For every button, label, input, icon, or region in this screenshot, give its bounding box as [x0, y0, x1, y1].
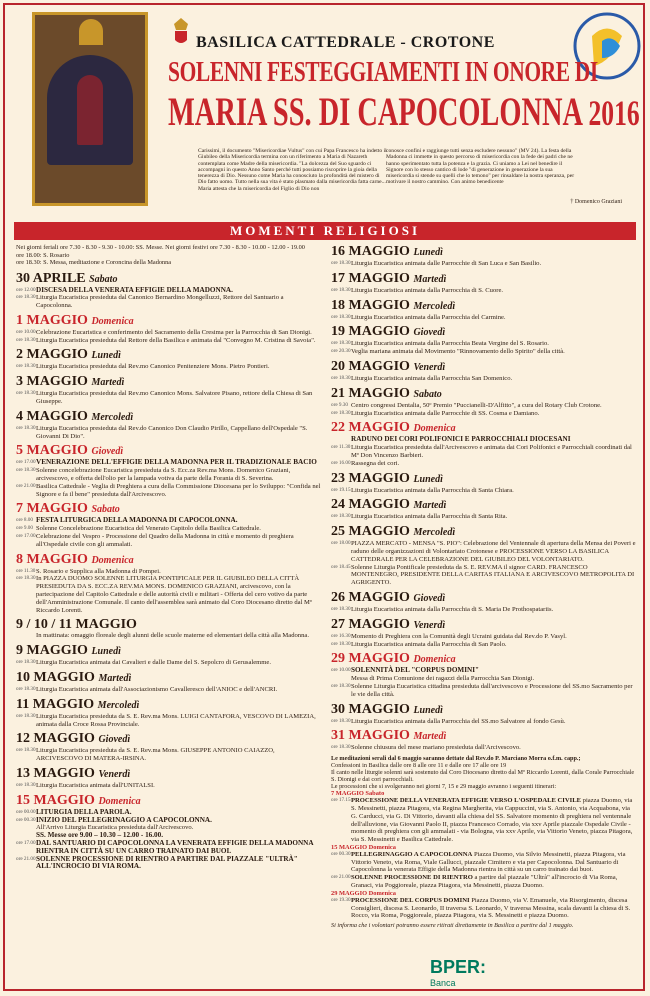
- day-entry: [16, 766, 321, 790]
- time: ore 18.30: [331, 340, 351, 347]
- section-band: MOMENTI RELIGIOSI: [14, 222, 636, 240]
- time: ore 17.00: [16, 533, 36, 540]
- description: Liturgia Eucaristica presieduta dal Canonico Bernardino Mongelluzzi, Rettore del Santuario a Capocolonna.: [36, 294, 284, 310]
- time: ore 17.00: [16, 459, 36, 466]
- bishop-letter: [158, 148, 642, 208]
- procession-title: PROCESSIONE DELLA VENERATA EFFIGIE VERSO L'OSPEDALE CIVILE: [351, 797, 581, 805]
- letter-column-1: Carissimi, il documento "Misericordiae Vultus" con cui Papa Francesco ha indetto il Giubileo della Misericordia termina con un riferimento a Maria di Nazareth contemplata come Madre della misericordia. "La dolcezza del Suo sguardo ci accompagni in questo Anno Santo perché tutti possiamo riscoprire la gioia della tenerezza di Dio. Nessuno come Maria ha conosciuto la profondità del mistero di Dio fatto uomo. Tutto nella sua vita è stato plasmato dalla misericordia fatta carne... Maria attesta che la misericordia del Figlio di Dio non: [198, 148, 387, 192]
- schedule-line: [16, 782, 321, 790]
- day-entry: [331, 298, 636, 322]
- schedule-line: [16, 840, 321, 856]
- description: Liturgia Eucaristica presieduta dal Rettore della Basilica e animata dal "Convegno M. Cristina di Savoia".: [36, 336, 316, 344]
- procession-title: PELLEGRINAGGIO A CAPOCOLONNA: [351, 850, 473, 858]
- schedule-line: [16, 517, 321, 525]
- day-heading: 20 MAGGIO Venerdì: [331, 358, 446, 374]
- time: ore 16.30: [331, 632, 351, 639]
- schedule-line: [331, 641, 636, 649]
- basilica-name: BASILICA CATTEDRALE - CROTONE: [196, 34, 495, 51]
- weekday: Sabato: [413, 388, 442, 400]
- day-entry: [331, 702, 636, 726]
- schedule-line: [16, 467, 321, 483]
- description: Solenne Concelebrazione Eucaristica del Venerato Capitolo della Basilica Cattedrale.: [36, 525, 261, 533]
- day-heading: 23 MAGGIO Lunedì: [331, 470, 443, 486]
- schedule-line: [331, 436, 636, 444]
- procession-item: [331, 890, 636, 920]
- day-entry: [331, 524, 636, 587]
- time: ore 18.00: [331, 540, 351, 547]
- description: DAL SANTUARIO DI CAPOCOLONNA LA VENERATA EFFIGIE DELLA MADONNA RIENTRA IN CITTÀ SU UN CARRO TRAINATO DAI BUOI.: [36, 838, 314, 855]
- day-heading: 30 APRILE Sabato: [16, 270, 118, 286]
- time: ore 18.30: [16, 686, 36, 693]
- schedule-line: [16, 483, 321, 499]
- time: ore 18.30: [331, 513, 351, 520]
- description: Liturgia Eucaristica animata dalla Parrocchia di San Paolo.: [351, 640, 507, 648]
- day-entry: [16, 670, 321, 694]
- procession-item: [331, 874, 636, 890]
- day-entry: [331, 386, 636, 418]
- time: ore 18.30: [331, 640, 351, 647]
- letter-column-2: conosce confini e raggiunge tutti senza escludere nessuno" (MV 24). La festa della Madonna ci immette in questo percorso di misericordia con la fede dei padri che ne hanno sperimentato tutta la potenza e la grazia. Ci uniamo a Lei nel benedire il Signore con lo stesso cantico di lode "di generazione in generazione la sua misericordia si stende su quelli che lo temono" per rinsaldare la nostra speranza, per motivare il nostro cammino. Con animo benedicente: [386, 148, 575, 186]
- schedule-line: [331, 718, 636, 726]
- time: ore 18.30: [16, 424, 36, 431]
- time: ore 18.30: [16, 294, 36, 301]
- description: Liturgia Eucaristica animata dalla Parrocchia Beata Vergine del S. Rosario.: [351, 340, 549, 348]
- time: ore 19.15: [331, 486, 351, 493]
- day-entry: [16, 552, 321, 615]
- papal-coat-icon: [168, 16, 194, 48]
- day-entry: [331, 728, 636, 752]
- procession-route: a partire dal piazzale "Ultrà" all'incrocio di Via Roma, Granaci, via Poggioreale, piazza Pitagora, via Messinetti, piazza Duomo.: [351, 874, 618, 890]
- weekday: Domenica: [413, 654, 456, 666]
- day-heading: 5 MAGGIO Giovedì: [16, 443, 124, 459]
- description: SOLENNE PROCESSIONE DI RIENTRO A PARTIRE DAL PIAZZALE "ULTRÀ" ALL'INCROCIO DI VIA ROMA.: [36, 854, 298, 871]
- description: All'Arrivo Liturgia Eucaristica presieduta dall'Arcivescovo.: [36, 824, 194, 832]
- final-note: Si informa che i volontari potranno essere ritirati direttamente in Basilica a partire dal 1 maggio.: [331, 922, 574, 930]
- time: [16, 632, 36, 640]
- day-entry: [16, 617, 321, 640]
- description: Liturgia Eucaristica animata dall'Associazionismo Cavalleresco dell'ANIOC e dell'ANCRI.: [36, 686, 278, 694]
- description: Liturgia Eucaristica animata dalle Parrocchie di San Luca e San Basilio.: [351, 260, 542, 267]
- time: ore 00.30: [331, 850, 351, 857]
- day-heading: 12 MAGGIO Giovedì: [16, 731, 131, 747]
- day-heading: 4 MAGGIO Mercoledì: [16, 408, 134, 424]
- description: Liturgia Eucaristica presieduta dall'Arcivescovo e animata dai Cori Polifonici e Parrocchiali coordinati dal Mº Don Vincenzo Barbieri.: [351, 444, 632, 459]
- weekday: Lunedì: [413, 704, 443, 716]
- schedule-line: [16, 287, 321, 295]
- description: Rassegna dei cori.: [351, 459, 400, 467]
- header: [0, 0, 650, 210]
- day-entry: [331, 590, 636, 614]
- time: ore 17.00: [16, 839, 36, 846]
- time: ore 21.00: [331, 874, 351, 881]
- description: DISCESA DELLA VENERATA EFFIGIE DELLA MADONNA.: [36, 285, 233, 294]
- time: ore 8.00: [16, 517, 33, 524]
- description: Liturgia Eucaristica animata dalla Parrocchia di Santa Rita.: [351, 513, 508, 521]
- procession-route: Piazza Duomo, via Silvio Messinetti, piazza Pitagora, via Vittorio Veneto, via Roma, Viale Gallucci, piazzale Cimitero e via per Capocolonna. Dal Santuario di Capocolonna la venerata Effigie della Madonna rientra in città su un carro trainato dai buoi.: [351, 850, 626, 874]
- crown-icon: [79, 19, 103, 45]
- day-heading: 26 MAGGIO Giovedì: [331, 589, 446, 605]
- schedule-right-column: [331, 244, 636, 929]
- time: [331, 675, 351, 683]
- weekday: Martedì: [413, 731, 447, 743]
- procession-date: 29 MAGGIO Domenica: [331, 889, 396, 897]
- schedule-line: [331, 667, 636, 675]
- schedule-line: [16, 817, 321, 825]
- weekday: Martedì: [91, 377, 125, 389]
- time: ore 18.30: [16, 363, 36, 370]
- schedule-line: [331, 606, 636, 614]
- schedule-line: [331, 375, 636, 383]
- day-heading: 31 MAGGIO Martedì: [331, 728, 447, 744]
- time: ore 11.30: [331, 444, 351, 451]
- day-heading: 11 MAGGIO Mercoledì: [16, 696, 140, 712]
- time: ore 18.30: [331, 313, 351, 320]
- day-heading: 30 MAGGIO Lunedì: [331, 701, 443, 717]
- description: Messa di Prima Comunione dei ragazzi della Parrocchia San Dionigi.: [351, 675, 535, 683]
- weekday: Domenica: [413, 423, 456, 435]
- weekday: Mercoledì: [91, 411, 134, 423]
- description: In PIAZZA DUOMO SOLENNE LITURGIA PONTIFICALE PER IL GIUBILEO DELLA CITTÀ PRESIEDUTA DA S. ECC.ZA REV.MA MONS. DOMENICO GRAZIANI, arcivescovo, con la partecipazione del Capitolo Cattedrale e delle autorità civili e militari - Offerta del cero votivo da parte dell'Amministrazione Comunale. Il canto dell'assemblea sarà animato dal Coro Diocesano diretto dal Mº Riccardo Lorenti.: [36, 575, 312, 614]
- schedule-line: [331, 633, 636, 641]
- description: Liturgia Eucaristica animata dalla Parrocchia di S. Cuore.: [351, 286, 504, 294]
- weekday: Domenica: [98, 795, 141, 807]
- time: ore 18.30: [331, 682, 351, 689]
- day-entry: [331, 420, 636, 467]
- description: RADUNO DEI CORI POLIFONICI E PARROCCHIALI DIOCESANI: [351, 435, 571, 444]
- time: ore 18.30: [16, 659, 36, 666]
- weekday: Martedì: [413, 500, 447, 512]
- day-heading: 7 MAGGIO Sabato: [16, 501, 120, 517]
- time: ore 18.30: [16, 747, 36, 754]
- time: ore 00.00: [16, 808, 36, 815]
- time: [331, 436, 351, 444]
- day-heading: 9 MAGGIO Lunedì: [16, 643, 121, 659]
- time: ore 18.30: [331, 744, 351, 751]
- day-entry: [16, 643, 321, 667]
- weekday: Venerdì: [413, 361, 446, 373]
- time: ore 18.30: [16, 712, 36, 719]
- time: ore 18.30: [16, 467, 36, 474]
- day-heading: 27 MAGGIO Venerdì: [331, 616, 446, 632]
- time: ore 18.30: [16, 390, 36, 397]
- footnotes: Le meditazioni serali dal 6 maggio saranno dettate dal Rev.do P. Marciano Morra o.f.m. capp.; Confessioni in Basilica dalle ore 8 alle ore 11 e dalle ore 17 alle ore 19 Il canto nelle liturgie solenni sarà sostenuto dal Coro Diocesano diretto dal Mº Riccardo Lorenti, dalla Corale Parrocchiale S. Dionigi e dai cori parrocchiali. Le processioni che si svolgeranno nei giorni 7, 15 e 29 maggio avranno i seguenti itinerari:: [331, 755, 635, 791]
- procession-item: [331, 844, 636, 874]
- schedule-line: [331, 402, 636, 410]
- day-heading: 3 MAGGIO Martedì: [16, 374, 125, 390]
- description: Liturgia Eucaristica animata dalla Parrocchia del Carmine.: [351, 313, 506, 321]
- time: ore 18.30: [16, 336, 36, 343]
- schedule-line: [331, 513, 636, 521]
- day-entry: [331, 651, 636, 698]
- time: ore 18.30: [331, 605, 351, 612]
- day-heading: 13 MAGGIO Venerdì: [16, 766, 131, 781]
- schedule-line: [331, 460, 636, 468]
- day-heading: 15 MAGGIO Domenica: [16, 792, 141, 808]
- description: Solenne chiusura del mese mariano presieduta dall'Arcivescovo.: [351, 744, 521, 752]
- weekday: Giovedì: [91, 446, 124, 458]
- description: Liturgia Eucaristica animata dall'UNITALSI.: [36, 782, 155, 789]
- time: ore 10.00: [16, 328, 36, 335]
- schedule-line: [331, 444, 636, 460]
- description: Liturgia Eucaristica presieduta dal Rev.do Canonico Don Claudio Pirillo, Cappellano dell'Ospedale "S. Giovanni Di Dio".: [36, 424, 308, 440]
- bper-logo: [430, 957, 486, 988]
- description: S. Rosario e Supplica alla Madonna di Pompei.: [36, 567, 161, 575]
- schedule-line: [331, 683, 636, 699]
- time: ore 18.30: [16, 782, 36, 788]
- day-entry: [16, 443, 321, 498]
- weekday: Domenica: [91, 554, 134, 566]
- madonna-image: [32, 12, 148, 206]
- weekday: Lunedì: [91, 646, 121, 658]
- time: ore 16.00: [331, 459, 351, 466]
- schedule-line: [16, 856, 321, 872]
- title-line-1: SOLENNI FESTEGGIAMENTI IN ONORE DI: [168, 56, 598, 88]
- schedule-line: [331, 744, 636, 752]
- description: Basilica Cattedrale - Veglia di Preghiera a cura della Commissione Diocesana per lo Sviluppo: "Confida nel Signore e fa il bene" presieduta dall'Arcivescovo.: [36, 482, 321, 498]
- weekday: Martedì: [413, 273, 447, 285]
- description: Liturgia Eucaristica animata dai Cavalieri e dalle Dame del S. Sepolcro di Gerusalemme.: [36, 659, 271, 667]
- day-entry: [331, 471, 636, 495]
- day-entry: [331, 324, 636, 356]
- day-entry: [16, 501, 321, 548]
- weekday: Venerdì: [413, 619, 446, 631]
- weekday: Mercoledì: [413, 300, 456, 312]
- description: SOLENNITÀ DEL "CORPUS DOMINI": [351, 666, 479, 675]
- schedule-line: [16, 632, 321, 640]
- day-heading: 1 MAGGIO Domenica: [16, 312, 134, 328]
- schedule-line: [331, 287, 636, 295]
- day-entry: [331, 359, 636, 383]
- time: ore 18.30: [331, 286, 351, 293]
- schedule-line: [16, 459, 321, 467]
- description: Centro congressi Dentalia, 50º Premio "Puccianelli-D'Alfitto", a cura del Rotary Club Crotone.: [351, 401, 602, 409]
- time: ore 17.15: [331, 797, 351, 804]
- time: ore 19.30: [331, 896, 351, 903]
- left-day-list: [16, 271, 321, 872]
- description: Liturgia Eucaristica presieduta dal Rev.mo Canonico Penitenziere Mons. Pietro Pontieri.: [36, 363, 270, 371]
- day-heading: 9 / 10 / 11 MAGGIO: [16, 617, 137, 633]
- weekday: Lunedì: [413, 473, 443, 485]
- weekday: Lunedì: [413, 247, 443, 258]
- description: Celebrazione del Vespro - Processione del Quadro della Madonna in città e momento di preghiera all'Ospedale civile con gli ammalati.: [36, 533, 294, 548]
- schedule-line: [331, 314, 636, 322]
- schedule-line: [331, 340, 636, 348]
- time: ore 21.00: [16, 855, 36, 862]
- schedule-line: [331, 348, 636, 356]
- description: Liturgia Eucaristica animata dalle Parrocchie di SS. Cosma e Damiano.: [351, 409, 540, 417]
- description: Momento di Preghiera con la Comunità degli Ucraini guidata dal Rev.do P. Vasyl.: [351, 632, 567, 640]
- time: ore 18.30: [331, 374, 351, 381]
- schedule-line: [331, 260, 636, 268]
- weekday: Lunedì: [91, 350, 121, 362]
- day-heading: 19 MAGGIO Giovedì: [331, 324, 446, 340]
- procession-route: Piazza Duomo, via V. Emanuele, via Risorgimento, discesa Consiglieri, discesa S. Leonardo, II traversa S. Leonardo, V traversa Messina, scala davanti la chiesa di S. Rocco, via Roma, Poggioreale, piazza Pitagora, via S. Messinetti e piazza Duomo.: [351, 896, 631, 920]
- schedule-line: [16, 329, 321, 337]
- description: Celebrazione Eucaristica e conferimento del Sacramento della Cresima per la Parrocchia di San Dionigi.: [36, 328, 312, 336]
- title-year: 2016: [588, 93, 640, 133]
- day-entry: [331, 617, 636, 649]
- day-entry: [16, 347, 321, 371]
- day-heading: 25 MAGGIO Mercoledì: [331, 524, 456, 540]
- procession-date: 15 MAGGIO Domenica: [331, 843, 396, 851]
- procession-list: [331, 790, 636, 920]
- description: Veglia mariana animata dal Movimento "Rinnovamento dello Spirito" della città.: [351, 348, 565, 356]
- time: ore 9.30: [331, 401, 348, 408]
- description: INIZIO DEL PELLEGRINAGGIO A CAPOCOLONNA.: [36, 815, 212, 824]
- time: ore 20.30: [331, 348, 351, 355]
- day-entry: [331, 244, 636, 268]
- procession-route: piazza Duomo, via S. Messinetti, piazza Pitagora, via Regina Margherita, via Cappuccini, via S. Antonio, via Acquabona, via G. Carducci, via G. Di Vittorio, davanti alla chiesa del SS. Salvatore momento di preghiera nel ventennale dell'alluvione, via Giovanni Paolo II, piazza Francesco Corrado, via xxv Aprile piazzale Ospedale Civile - momento di preghiera con gli ammalati - via Bologna, via xxv Aprile, via Vittorio Veneto, piazza Pitagora, via S. Messinetti e Basilica Cattedrale.: [351, 797, 633, 844]
- weekday: Mercoledì: [413, 527, 456, 539]
- schedule-line: [331, 675, 636, 683]
- schedule-line: [16, 533, 321, 549]
- schedule-line: [331, 410, 636, 418]
- schedule-line: [331, 487, 636, 495]
- schedule-line: [16, 747, 321, 763]
- schedule-line: [331, 564, 636, 587]
- day-entry: [16, 793, 321, 871]
- day-entry: [16, 313, 321, 345]
- day-entry: [331, 271, 636, 295]
- schedule-line: [16, 337, 321, 345]
- time: ore 18.30: [331, 260, 351, 266]
- schedule-line: [16, 294, 321, 310]
- weekday: Venerdì: [98, 769, 131, 780]
- day-heading: 29 MAGGIO Domenica: [331, 651, 456, 667]
- weekday: Giovedì: [413, 327, 446, 339]
- time: ore 18.45: [331, 563, 351, 570]
- day-entry: [331, 497, 636, 521]
- day-entry: [16, 697, 321, 729]
- description: Liturgia Eucaristica presieduta da S. E. Rev.ma Mons. GIUSEPPE ANTONIO CAIAZZO, ARCIVESCOVO DI MATERA-IRSINA.: [36, 747, 275, 763]
- day-heading: 2 MAGGIO Lunedì: [16, 347, 121, 363]
- day-entry: [16, 374, 321, 406]
- schedule-line: [16, 425, 321, 441]
- time: ore 11.30: [16, 567, 36, 574]
- time: ore 18.30: [331, 409, 351, 416]
- weekday: Sabato: [89, 273, 118, 285]
- day-heading: 21 MAGGIO Sabato: [331, 385, 442, 401]
- time: ore 18.30: [331, 717, 351, 724]
- schedule-line: [16, 525, 321, 533]
- time: ore 21.00: [16, 482, 36, 489]
- time: ore 12.00: [16, 286, 36, 293]
- time: ore 00.30: [16, 816, 36, 823]
- schedule-line: [16, 686, 321, 694]
- sponsor-name: BPER:: [430, 957, 487, 977]
- schedule-line: [16, 659, 321, 667]
- letter-signature: † Domenico Graziani: [570, 199, 622, 205]
- weekday: Martedì: [98, 673, 132, 685]
- title-line-2: MARIA SS. DI CAPOCOLONNA 2016: [168, 89, 640, 134]
- description: Solenne concelebrazione Eucaristica presieduta da S. Ecc.za Rev.ma Mons. Domenico Graziani, arcivescovo, e offerta dell'olio per la lampada votiva da parte della Forania di S. Severina.: [36, 467, 291, 483]
- schedule-line: [331, 540, 636, 563]
- schedule-line: [16, 713, 321, 729]
- schedule-left-column: [16, 244, 321, 874]
- description: In mattinata: omaggio floreale degli alunni delle scuole materne ed elementari della città alla Madonna.: [36, 632, 309, 640]
- description: VENERAZIONE DELL'EFFIGIE DELLA MADONNA PER IL TRADIZIONALE BACIO: [36, 458, 317, 467]
- day-heading: 10 MAGGIO Martedì: [16, 670, 132, 686]
- time: ore 10.00: [331, 667, 351, 674]
- general-notes: Nei giorni feriali ore 7.30 - 8.30 - 9.30 - 10.00: SS. Messe. Nei giorni festivi ore 7.30 - 8.30 - 10.00 - 12.00 - 19.00 ore 18.00: S. Rosario ore 18.30: S. Messa, meditazione e Coroncina della Madonna: [16, 244, 305, 266]
- weekday: Mercoledì: [97, 699, 140, 711]
- procession-title: SOLENNE PROCESSIONE DI RIENTRO: [351, 874, 473, 882]
- description: SS. Messe ore 9.00 – 10.30 – 12.00 - 16.00.: [36, 831, 164, 840]
- sponsor-sub: Banca: [430, 978, 456, 988]
- day-heading: 18 MAGGIO Mercoledì: [331, 297, 456, 313]
- description: Liturgia Eucaristica animata dalla Parrocchia del SS.mo Salvatore al fondo Gesù.: [351, 717, 566, 725]
- day-heading: 24 MAGGIO Martedì: [331, 497, 447, 513]
- description: Liturgia Eucaristica presieduta da S. E. Rev.ma Mons. LUIGI CANTAFORA, VESCOVO DI LAMEZIA, animata dalla Croce Rossa Provinciale.: [36, 712, 316, 728]
- weekday: Giovedì: [413, 592, 446, 604]
- schedule-line: [16, 575, 321, 614]
- day-heading: 17 MAGGIO Martedì: [331, 270, 447, 286]
- procession-date: 7 MAGGIO Sabato: [331, 790, 385, 798]
- description: PIAZZA MERCATO - MENSA "S. PIO": Celebrazione del Ventennale di apertura della Mensa dei Poveri e raduno delle organizzazioni di Volontariato Crotonese e PROCESSIONE VERSO LA BASILICA CATTEDRALE PER LA CELEBRAZIONE DEL GIUBILEO DEL VOLONTARIATO.: [351, 540, 636, 563]
- description: Liturgia Eucaristica animata dalla Parrocchia San Domenico.: [351, 374, 513, 382]
- day-entry: [16, 409, 321, 441]
- procession-item: [331, 790, 636, 844]
- description: Liturgia Eucaristica animata dalla Parrocchia di S. Maria De Prothospatariis.: [351, 605, 554, 613]
- time: ore 9.00: [16, 525, 33, 532]
- description: LITURGIA DELLA PAROLA.: [36, 807, 132, 816]
- description: Solenne Liturgia Pontificale presieduta da S. E. REV.MA il signor CARD. FRANCESCO MONTENEGRO, PRESIDENTE DELLA CARITAS ITALIANA E ARCIVESCOVO METROPOLITA DI AGRIGENTO.: [351, 563, 635, 587]
- day-heading: 22 MAGGIO Domenica: [331, 420, 456, 436]
- time: ore 18.30: [16, 575, 36, 582]
- weekday: Domenica: [91, 315, 134, 327]
- procession-title: PROCESSIONE DEL CORPUS DOMINI: [351, 896, 470, 904]
- schedule-line: [16, 363, 321, 371]
- day-entry: [16, 731, 321, 763]
- time: [16, 824, 36, 832]
- day-heading: 16 MAGGIO Lunedì: [331, 244, 443, 259]
- right-day-list: [331, 244, 636, 752]
- description: Liturgia Eucaristica animata dalla Parrocchia di Santa Chiara.: [351, 486, 514, 494]
- weekday: Giovedì: [98, 734, 131, 746]
- weekday: Sabato: [91, 504, 120, 516]
- description: Liturgia Eucaristica presieduta dal Rev.mo Canonico Mons. Salvatore Pisano, rettore della Chiesa di San Giuseppe.: [36, 390, 313, 406]
- schedule-line: [16, 390, 321, 406]
- time: [16, 832, 36, 840]
- day-heading: 8 MAGGIO Domenica: [16, 551, 134, 567]
- description: FESTA LITURGICA DELLA MADONNA DI CAPOCOLONNA.: [36, 516, 238, 525]
- day-entry: [16, 271, 321, 310]
- description: Solenne Liturgia Eucaristica cittadina presieduta dall'arcivescovo e Processione del SS.mo Sacramento per le vie della città.: [351, 682, 633, 698]
